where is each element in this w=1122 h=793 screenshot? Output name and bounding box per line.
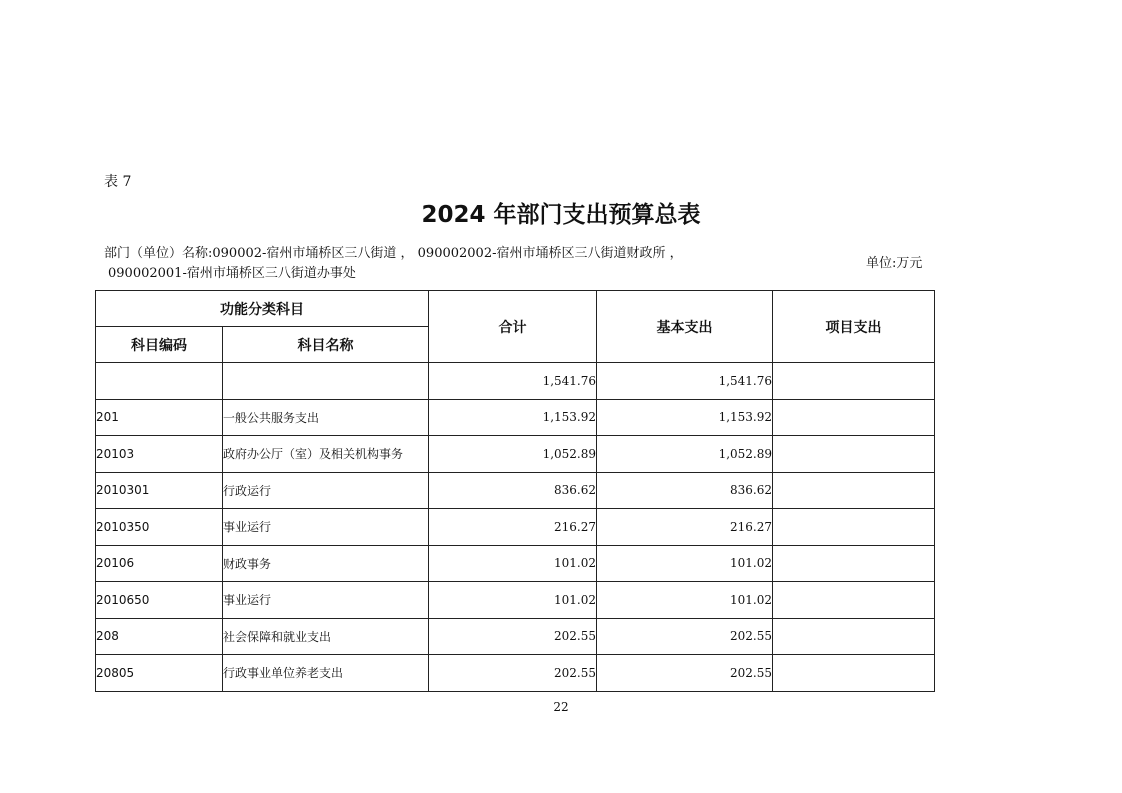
cell-total: 1,153.92	[429, 399, 597, 436]
header-subject-name: 科目名称	[223, 327, 429, 363]
table-row	[96, 399, 935, 436]
cell-project	[773, 472, 935, 509]
cell-basic: 1,541.76	[597, 363, 773, 400]
table-label: 表 7	[104, 174, 132, 190]
header-total: 合计	[429, 291, 597, 363]
cell-code: 2010350	[96, 509, 223, 546]
header-project-expenditure: 项目支出	[773, 291, 935, 363]
cell-basic: 202.55	[597, 618, 773, 655]
cell-basic: 1,153.92	[597, 399, 773, 436]
cell-basic: 216.27	[597, 509, 773, 546]
table-row	[96, 436, 935, 473]
cell-total: 1,052.89	[429, 436, 597, 473]
cell-total: 101.02	[429, 545, 597, 582]
cell-code: 201	[96, 399, 223, 436]
cell-code: 20103	[96, 436, 223, 473]
cell-project	[773, 436, 935, 473]
table-row	[96, 618, 935, 655]
cell-name: 社会保障和就业支出	[223, 618, 429, 655]
cell-total: 101.02	[429, 582, 597, 619]
cell-code: 208	[96, 618, 223, 655]
table-header-row	[96, 291, 935, 327]
cell-total: 202.55	[429, 655, 597, 692]
table-row	[96, 472, 935, 509]
header-basic-expenditure: 基本支出	[597, 291, 773, 363]
cell-name: 一般公共服务支出	[223, 399, 429, 436]
cell-name: 事业运行	[223, 509, 429, 546]
cell-basic: 1,052.89	[597, 436, 773, 473]
cell-name	[223, 363, 429, 400]
cell-project	[773, 399, 935, 436]
table-row	[96, 582, 935, 619]
cell-code: 20805	[96, 655, 223, 692]
cell-basic: 101.02	[597, 545, 773, 582]
cell-project	[773, 545, 935, 582]
cell-total: 836.62	[429, 472, 597, 509]
department-name-line-1: 部门（单位）名称:090002-宿州市埇桥区三八街道 ， 090002002-宿州市埇桥区三八街道财政所 ，	[104, 246, 683, 261]
cell-project	[773, 582, 935, 619]
page-number: 22	[553, 700, 569, 714]
cell-name: 行政事业单位养老支出	[223, 655, 429, 692]
cell-code: 20106	[96, 545, 223, 582]
cell-name: 行政运行	[223, 472, 429, 509]
department-name-line-2: 090002001-宿州市埇桥区三八街道办事处	[108, 266, 356, 281]
cell-project	[773, 363, 935, 400]
cell-name: 财政事务	[223, 545, 429, 582]
cell-total: 202.55	[429, 618, 597, 655]
cell-total: 216.27	[429, 509, 597, 546]
table-row	[96, 363, 935, 400]
unit-note: 单位:万元	[866, 256, 923, 271]
cell-total: 1,541.76	[429, 363, 597, 400]
page-title: 2024 年部门支出预算总表	[421, 202, 701, 228]
cell-code: 2010650	[96, 582, 223, 619]
cell-project	[773, 618, 935, 655]
cell-name: 政府办公厅（室）及相关机构事务	[223, 436, 429, 473]
cell-basic: 101.02	[597, 582, 773, 619]
cell-project	[773, 509, 935, 546]
cell-name: 事业运行	[223, 582, 429, 619]
table-row	[96, 655, 935, 692]
cell-basic: 202.55	[597, 655, 773, 692]
header-function-category: 功能分类科目	[96, 291, 429, 327]
cell-code: 2010301	[96, 472, 223, 509]
header-subject-code: 科目编码	[96, 327, 223, 363]
cell-basic: 836.62	[597, 472, 773, 509]
cell-project	[773, 655, 935, 692]
table-row	[96, 509, 935, 546]
budget-table	[95, 290, 935, 692]
cell-code	[96, 363, 223, 400]
table-row	[96, 545, 935, 582]
